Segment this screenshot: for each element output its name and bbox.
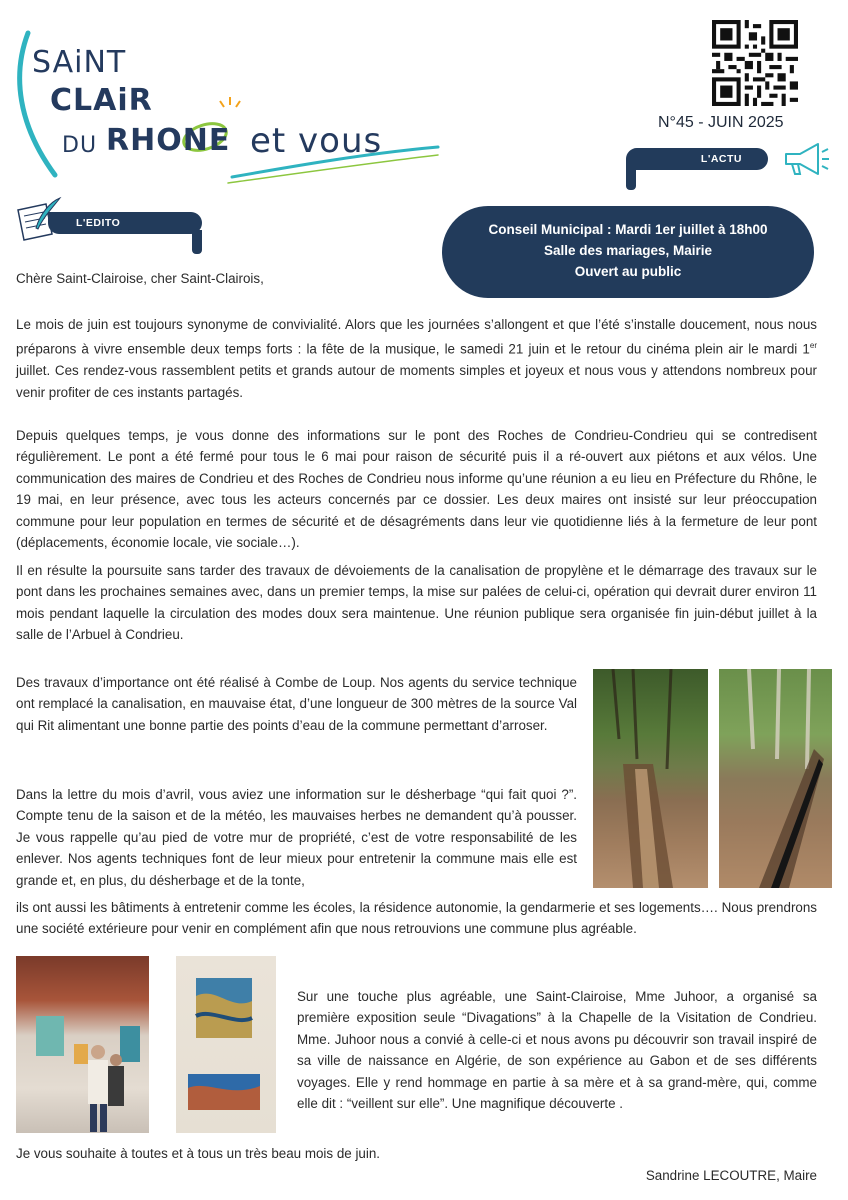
edito-tab-tail <box>192 230 202 254</box>
trench-photo-1 <box>593 669 708 888</box>
paragraph-pont: Depuis quelques temps, je vous donne des informations sur le pont des Roches de Condrieu-Condrieu qui se contredisent régulièrement. Le pont a été fermé pour tous le 6 mai pour raison de sécurité puis il a ré-ouvert aux piétons et aux vélos. Une communication des maires de Condrieu et des Roches de Condrieu nous informe qu’une réunion a eu lieu en Préfecture du Rhône, le 19 mai, en leur présence, avec tous les acteurs concernés par ce dossier. Les deux maires ont insisté sur leur préoccupation commune pour leur population en termes de sécurité et de désagréments dans leur vie quotidienne liés à la fermeture de leur pont (déplacements, économie locale, vie sociale…). <box>16 428 817 551</box>
closing-line: Je vous souhaite à toutes et à tous un très beau mois de juin. <box>16 1146 381 1161</box>
logo-line2: CLAiR <box>50 83 153 118</box>
logo <box>10 25 440 185</box>
announcement-line2: Salle des mariages, Mairie <box>543 243 713 258</box>
logo-line3-etvous: et vous <box>250 121 383 161</box>
edito-tab-label: L'EDITO <box>76 217 121 229</box>
megaphone-icon <box>780 138 830 180</box>
paragraph-exposition: Sur une touche plus agréable, une Saint-Clairoise, Mme Juhoor, a organisé sa première exposition seule “Divagations” à la Chapelle de la Visitation de Condrieu. Mme. Juhoor nous a convié à celle-ci et nous avons pu découvrir son travail inspiré de sa ville de naissance en Algérie, de son expérience au Gabon et de ses différents voyages. Elle y rend hommage en partie à sa mère et à sa grand-mère, qui, comme elle dit : “veillent sur elle”. Une magnifique découverte . <box>297 989 817 1112</box>
logo-line3-du: DU <box>62 133 98 158</box>
actu-tab-label: L'ACTU <box>700 153 742 165</box>
announcement-line3: Ouvert au public <box>574 264 682 279</box>
exhibition-photo-1 <box>16 956 149 1133</box>
logo-line1: SAiNT <box>32 45 127 80</box>
edito-tab <box>48 212 202 234</box>
paragraph-convivialite: Le mois de juin est toujours synonyme de convivialité. Alors que les journées s’allongent et que l’été s’installe doucement, nous nous préparons à vivre ensemble deux temps forts : la fête de la musique, le samedi 21 juin et le retour du cinéma plein air le mardi 1er juillet. Ces rendez-vous rassemblent petits et grands autour de moments simples et joyeux et nous vous y attendons nombreux pour venir profiter de ces instants partagés. <box>16 317 817 400</box>
council-announcement <box>442 206 814 298</box>
issue-number: N°45 - JUIN 2025 <box>658 114 784 131</box>
trench-photo-2 <box>719 669 832 888</box>
logo-line3-rhone: RHONE <box>106 123 231 158</box>
actu-tab <box>626 148 768 170</box>
announcement-line1: Conseil Municipal : Mardi 1er juillet à 18h00 <box>488 222 768 237</box>
paragraph-travaux-pont: Il en résulte la poursuite sans tarder des travaux de dévoiements de la canalisation de propylène et le démarrage des travaux sur le pont dans les prochaines semaines avec, dans un premier temps, la mise sur palées de celui-ci, opération qui devrait durer environ 11 mois pendant laquelle la circulation des modes doux sera maintenue. Une réunion publique sera organisée fin juin-début juillet à la salle de l’Arbuel à Condrieu. <box>16 563 817 643</box>
qr-code-icon <box>712 20 798 106</box>
paragraph-desherbage-suite: ils ont aussi les bâtiments à entretenir comme les écoles, la résidence autonomie, la gendarmerie et ses logements…. Nous prendrons une société extérieure pour venir en complément afin que nous retrouvions une commune plus agréable. <box>16 900 817 937</box>
signature: Sandrine LECOUTRE, Maire <box>645 1168 817 1183</box>
paragraph-combe-de-loup: Des travaux d’importance ont été réalisé à Combe de Loup. Nos agents du service technique ont remplacé la canalisation, en mauvaise état, d’une longueur de 300 mètres de la source Val qui Rit alimentant une bonne partie des points d’eau de la commune permettant d’arroser. <box>16 675 577 733</box>
actu-tab-tail <box>626 168 636 190</box>
greeting: Chère Saint-Clairoise, cher Saint-Clairois, <box>16 271 264 286</box>
paragraph-desherbage: Dans la lettre du mois d’avril, vous aviez une information sur le désherbage “qui fait quoi ?”. Compte tenu de la saison et de la météo, les mauvaises herbes ne demandent qu’à pousser. Je vous rappelle qu’au pied de votre mur de propriété, c’est de votre responsabilité de les enlever. Nos agents techniques font de leur mieux pour entretenir la commune mais elle est grande et, en plus, du désherbage et de la tonte, <box>16 787 577 888</box>
exhibition-photo-2 <box>176 956 276 1133</box>
